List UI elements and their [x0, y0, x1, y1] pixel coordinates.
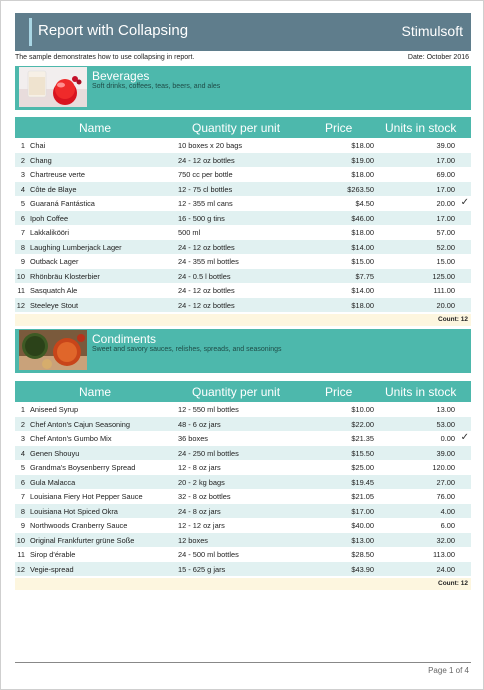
quantity-per-unit: 24 - 355 ml bottles	[178, 257, 239, 266]
table-row	[15, 153, 471, 168]
beverage-photo-icon	[19, 67, 87, 107]
product-name: Steeleye Stout	[30, 300, 79, 310]
unit-price: $18.00	[351, 228, 374, 237]
table-row	[15, 533, 471, 548]
category-description: Soft drinks, coffees, teas, beers, and ales	[92, 83, 221, 90]
units-in-stock: 113.00	[432, 550, 455, 559]
table-row	[15, 518, 471, 533]
column-header-stock: Units in stock	[385, 121, 457, 135]
product-name: Grandma's Boysenberry Spread	[30, 463, 136, 472]
table-row	[15, 269, 471, 284]
condiments-photo-icon	[19, 330, 87, 370]
product-name: Chai	[30, 141, 46, 150]
brand-name: Stimulsoft	[401, 23, 463, 39]
quantity-per-unit: 24 - 8 oz jars	[178, 506, 221, 516]
units-in-stock: 69.00	[436, 170, 455, 179]
report-description: The sample demonstrates how to use collapsing in report.	[15, 54, 195, 61]
quantity-per-unit: 10 boxes x 20 bags	[178, 141, 243, 150]
quantity-per-unit: 24 - 12 oz bottles	[178, 242, 235, 252]
product-count: Count: 12	[438, 316, 468, 323]
product-name: Laughing Lumberjack Lager	[30, 242, 122, 252]
product-name: Vegie-spread	[30, 564, 74, 574]
units-in-stock: 20.00	[436, 199, 455, 208]
units-in-stock: 39.00	[436, 141, 455, 150]
column-header-name: Name	[79, 121, 112, 135]
unit-price: $15.50	[351, 448, 374, 458]
report-title: Report with Collapsing	[38, 22, 189, 39]
header-accent-bar	[29, 18, 32, 46]
product-table-beverages	[15, 138, 471, 312]
product-name: Original Frankfurter grüne Soße	[30, 535, 135, 545]
quantity-per-unit: 48 - 6 oz jars	[178, 419, 221, 429]
report-date: Date: October 2016	[407, 54, 469, 61]
row-index: 9	[20, 257, 25, 266]
row-index: 7	[20, 492, 25, 501]
column-header-stock: Units in stock	[385, 385, 457, 399]
units-in-stock: 27.00	[436, 477, 455, 487]
table-row	[15, 167, 471, 182]
quantity-per-unit: 15 - 625 g jars	[178, 564, 226, 574]
group-footer-count	[15, 578, 471, 590]
unit-price: $14.00	[351, 242, 374, 252]
units-in-stock: 111.00	[433, 286, 455, 295]
product-name: Côte de Blaye	[30, 184, 77, 194]
units-in-stock: 53.00	[436, 419, 455, 429]
product-name: Rhönbräu Klosterbier	[30, 271, 100, 281]
units-in-stock: 17.00	[436, 155, 455, 165]
quantity-per-unit: 24 - 0.5 l bottles	[178, 271, 231, 281]
quantity-per-unit: 24 - 12 oz bottles	[178, 300, 235, 310]
product-name: Sirop d'érable	[30, 550, 76, 559]
table-row	[15, 417, 471, 432]
unit-price: $263.50	[347, 184, 374, 194]
quantity-per-unit: 20 - 2 kg bags	[178, 477, 225, 487]
units-in-stock: 57.00	[436, 228, 455, 237]
category-name: Condiments	[92, 332, 157, 346]
table-row	[15, 211, 471, 226]
row-index: 5	[20, 199, 25, 208]
table-row	[15, 240, 471, 255]
product-name: Outback Lager	[30, 257, 79, 266]
units-in-stock: 13.00	[436, 405, 455, 414]
row-index: 8	[20, 506, 25, 516]
units-in-stock: 17.00	[436, 213, 455, 223]
report-header	[15, 13, 471, 51]
quantity-per-unit: 36 boxes	[178, 434, 208, 443]
quantity-per-unit: 24 - 12 oz bottles	[178, 286, 235, 295]
unit-price: $46.00	[351, 213, 374, 223]
product-name: Ipoh Coffee	[30, 213, 69, 223]
row-index: 11	[17, 286, 25, 295]
table-row	[15, 504, 471, 519]
unit-price: $25.00	[351, 463, 374, 472]
quantity-per-unit: 24 - 250 ml bottles	[178, 448, 239, 458]
units-in-stock: 76.00	[436, 492, 455, 501]
table-row	[15, 562, 471, 577]
category-header-condiments[interactable]	[15, 329, 471, 373]
row-index: 1	[20, 405, 25, 414]
product-name: Chef Anton's Gumbo Mix	[30, 434, 112, 443]
units-in-stock: 15.00	[436, 257, 455, 266]
column-header-price: Price	[325, 385, 353, 399]
product-name: Louisiana Fiery Hot Pepper Sauce	[30, 492, 143, 501]
unit-price: $21.35	[351, 434, 374, 443]
unit-price: $13.00	[351, 535, 374, 545]
column-header-row	[15, 117, 471, 138]
row-index: 7	[20, 228, 25, 237]
quantity-per-unit: 12 - 550 ml bottles	[178, 405, 239, 414]
unit-price: $18.00	[351, 141, 374, 150]
product-name: Guaraná Fantástica	[30, 199, 95, 208]
unit-price: $18.00	[351, 300, 374, 310]
report-description-line	[15, 54, 471, 61]
row-index: 6	[20, 213, 25, 223]
unit-price: $7.75	[355, 271, 374, 281]
unit-price: $17.00	[351, 506, 374, 516]
quantity-per-unit: 16 - 500 g tins	[178, 213, 225, 223]
quantity-per-unit: 12 - 12 oz jars	[178, 521, 225, 530]
table-row	[15, 431, 471, 446]
unit-price: $21.05	[351, 492, 374, 501]
units-in-stock: 32.00	[436, 535, 455, 545]
product-name: Sasquatch Ale	[30, 286, 78, 295]
unit-price: $14.00	[351, 286, 374, 295]
row-index: 10	[16, 271, 25, 281]
product-count: Count: 12	[438, 580, 468, 587]
table-row	[15, 182, 471, 197]
column-header-row	[15, 381, 471, 402]
column-header-quantity: Quantity per unit	[192, 121, 281, 135]
unit-price: $18.00	[351, 170, 374, 179]
product-name: Gula Malacca	[30, 477, 76, 487]
row-index: 8	[20, 242, 25, 252]
column-header-quantity: Quantity per unit	[192, 385, 281, 399]
table-row	[15, 138, 471, 153]
column-header-price: Price	[325, 121, 353, 135]
quantity-per-unit: 12 - 75 cl bottles	[178, 184, 233, 194]
row-index: 10	[16, 535, 25, 545]
unit-price: $19.00	[351, 155, 374, 165]
product-name: Louisiana Hot Spiced Okra	[30, 506, 118, 516]
row-index: 12	[16, 300, 25, 310]
table-row	[15, 402, 471, 417]
product-name: Chef Anton's Cajun Seasoning	[30, 419, 131, 429]
row-index: 3	[20, 434, 25, 443]
category-header-beverages[interactable]	[15, 66, 471, 110]
units-in-stock: 52.00	[436, 242, 455, 252]
row-index: 12	[16, 564, 25, 574]
table-row	[15, 298, 471, 313]
row-index: 1	[20, 141, 25, 150]
category-description: Sweet and savory sauces, relishes, spreads, and seasonings	[92, 346, 282, 353]
table-row	[15, 475, 471, 490]
quantity-per-unit: 32 - 8 oz bottles	[178, 492, 231, 501]
units-in-stock: 24.00	[436, 564, 455, 574]
unit-price: $40.00	[351, 521, 374, 530]
row-index: 6	[20, 477, 25, 487]
product-name: Northwoods Cranberry Sauce	[30, 521, 128, 530]
quantity-per-unit: 500 ml	[178, 228, 201, 237]
units-in-stock: 39.00	[436, 448, 455, 458]
unit-price: $22.00	[351, 419, 374, 429]
quantity-per-unit: 750 cc per bottle	[178, 170, 233, 179]
product-table-condiments	[15, 402, 471, 576]
quantity-per-unit: 24 - 500 ml bottles	[178, 550, 239, 559]
row-index: 2	[20, 419, 25, 429]
product-name: Aniseed Syrup	[30, 405, 79, 414]
table-row	[15, 460, 471, 475]
quantity-per-unit: 24 - 12 oz bottles	[178, 155, 235, 165]
footer-divider	[15, 662, 471, 663]
units-in-stock: 120.00	[432, 463, 455, 472]
page-number: Page 1 of 4	[428, 666, 469, 675]
discontinued-check-icon: ✓	[460, 197, 469, 208]
unit-price: $28.50	[351, 550, 374, 559]
unit-price: $43.90	[351, 564, 374, 574]
unit-price: $15.00	[351, 257, 374, 266]
units-in-stock: 125.00	[432, 271, 455, 281]
unit-price: $10.00	[351, 405, 374, 414]
row-index: 4	[20, 184, 25, 194]
row-index: 3	[20, 170, 25, 179]
table-row	[15, 225, 471, 240]
quantity-per-unit: 12 - 355 ml cans	[178, 199, 233, 208]
quantity-per-unit: 12 - 8 oz jars	[178, 463, 221, 472]
quantity-per-unit: 12 boxes	[178, 535, 208, 545]
product-name: Chang	[30, 155, 52, 165]
row-index: 4	[20, 448, 25, 458]
row-index: 9	[20, 521, 25, 530]
row-index: 11	[17, 550, 25, 559]
discontinued-check-icon: ✓	[460, 432, 469, 443]
units-in-stock: 0.00	[440, 434, 455, 443]
row-index: 2	[20, 155, 25, 165]
table-row	[15, 489, 471, 504]
units-in-stock: 17.00	[436, 184, 455, 194]
units-in-stock: 6.00	[440, 521, 455, 530]
table-row	[15, 283, 471, 298]
product-name: Genen Shouyu	[30, 448, 80, 458]
product-name: Lakkalikööri	[30, 228, 70, 237]
table-row	[15, 547, 471, 562]
table-row	[15, 446, 471, 461]
row-index: 5	[20, 463, 25, 472]
product-name: Chartreuse verte	[30, 170, 86, 179]
unit-price: $4.50	[355, 199, 374, 208]
units-in-stock: 20.00	[436, 300, 455, 310]
group-footer-count	[15, 314, 471, 326]
category-name: Beverages	[92, 69, 150, 83]
unit-price: $19.45	[351, 477, 374, 487]
units-in-stock: 4.00	[440, 506, 455, 516]
column-header-name: Name	[79, 385, 112, 399]
table-row	[15, 254, 471, 269]
table-row	[15, 196, 471, 211]
